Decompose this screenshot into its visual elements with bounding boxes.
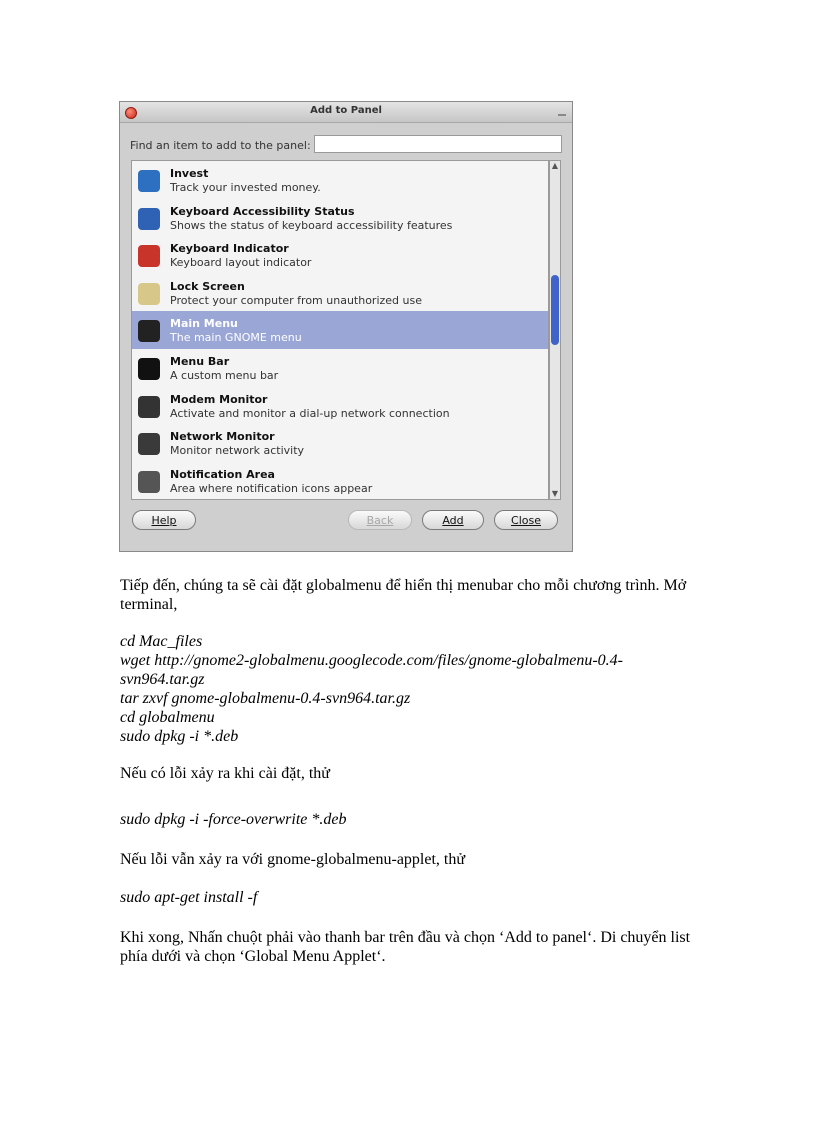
code-line: wget http://gnome2-globalmenu.googlecode.com/files/gnome-globalmenu-0.4- [120, 652, 624, 669]
item-name: Network Monitor [170, 430, 275, 444]
phone-icon [138, 396, 160, 418]
item-name: Notification Area [170, 467, 275, 481]
network-icon [138, 433, 160, 455]
error-note-2: Nếu lỗi vẫn xảy ra với gnome-globalmenu-applet, thử [120, 851, 466, 868]
list-item[interactable] [132, 161, 548, 199]
item-description: Protect your computer from unauthorized use [170, 293, 423, 307]
item-description: Monitor network activity [170, 444, 305, 458]
item-name: Main Menu [170, 317, 238, 331]
dialog-button-bar [120, 510, 572, 532]
code-block-3: sudo apt-get install -f [120, 889, 258, 906]
item-description: Area where notification icons appear [170, 481, 373, 495]
apple-icon [138, 320, 160, 342]
code-line: svn964.tar.gz [120, 671, 205, 688]
apple-icon [138, 358, 160, 380]
find-input[interactable] [314, 135, 562, 153]
dialog-titlebar [120, 102, 572, 123]
find-label: Find an item to add to the panel: [130, 139, 311, 152]
item-description: A custom menu bar [170, 368, 279, 382]
code-block-2: sudo dpkg -i -force-overwrite *.deb [120, 811, 347, 828]
window-minimize-icon[interactable] [558, 108, 566, 116]
panel-item-list[interactable] [131, 160, 549, 500]
list-scrollbar[interactable] [549, 160, 561, 500]
item-description: The main GNOME menu [170, 331, 302, 345]
list-item[interactable] [132, 349, 548, 387]
code-line: cd globalmenu [120, 709, 215, 726]
chart-icon [138, 170, 160, 192]
item-name: Invest [170, 167, 209, 180]
item-description: Keyboard layout indicator [170, 256, 312, 270]
list-item[interactable] [132, 424, 548, 462]
code-line: sudo dpkg -i *.deb [120, 728, 239, 745]
find-row [128, 135, 560, 155]
intro-paragraph: Tiếp đến, chúng ta sẽ cài đặt globalmenu để hiển thị menubar cho mỗi chương trình. Mở terminal, [120, 577, 687, 613]
code-block-1 [120, 632, 720, 746]
item-name: Menu Bar [170, 354, 230, 368]
list-item[interactable] [132, 199, 548, 237]
notification-icon [138, 471, 160, 493]
item-name: Keyboard Indicator [170, 242, 289, 256]
item-name: Modem Monitor [170, 392, 268, 406]
add-button[interactable]: Add [422, 510, 484, 530]
final-paragraph: Khi xong, Nhấn chuột phải vào thanh bar trên đầu và chọn ‘Add to panel‘. Di chuyển list phía dưới và chọn ‘Global Menu Applet‘. [120, 929, 691, 965]
accessibility-icon [138, 208, 160, 230]
item-description: Shows the status of keyboard accessibility features [170, 218, 453, 232]
code-line: cd Mac_files [120, 633, 203, 650]
scroll-thumb[interactable] [551, 275, 559, 345]
add-to-panel-dialog [119, 101, 573, 552]
list-item[interactable] [132, 387, 548, 425]
list-item[interactable] [132, 236, 548, 274]
back-button[interactable]: Back [348, 510, 412, 530]
scroll-down-icon[interactable]: ▼ [551, 489, 559, 498]
lock-icon [138, 283, 160, 305]
dialog-title: Add to Panel [310, 105, 382, 116]
list-item[interactable] [132, 274, 548, 312]
flag-icon [138, 245, 160, 267]
item-description: Activate and monitor a dial-up network connection [170, 406, 450, 420]
item-name: Keyboard Accessibility Status [170, 204, 355, 218]
list-item[interactable] [132, 462, 548, 500]
item-description: Track your invested money. [170, 181, 321, 194]
scroll-up-icon[interactable]: ▲ [551, 161, 559, 170]
help-button[interactable]: Help [132, 510, 196, 530]
error-note-1: Nếu có lỗi xảy ra khi cài đặt, thử [120, 765, 330, 782]
list-item[interactable] [132, 311, 548, 349]
close-button[interactable]: Close [494, 510, 558, 530]
item-name: Lock Screen [170, 279, 245, 293]
code-line: tar zxvf gnome-globalmenu-0.4-svn964.tar.gz [120, 690, 411, 707]
